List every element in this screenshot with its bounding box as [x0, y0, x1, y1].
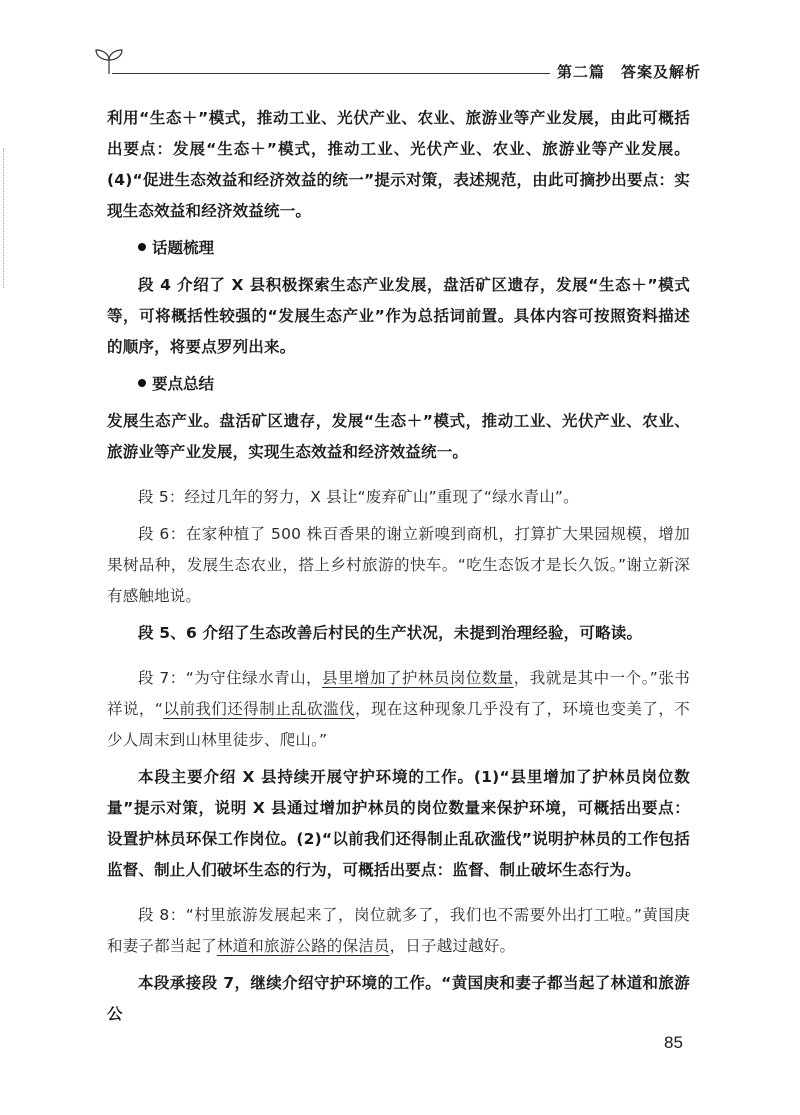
topic-heading: [107, 233, 690, 264]
summary-heading: [107, 369, 690, 400]
text-run: ，现在这种现象几乎没有了，环境也变美了，不少人周末到山林里徒步、爬山。”: [107, 700, 691, 749]
paragraph-topic-4: 段 4 介绍了 X 县积极探索生态产业发展，盘活矿区遗存，发展“生态＋”模式等，可将概括性较强的“发展生态产业”作为总括词前置。具体内容可按照资料描述的顺序，将要点罗列出来。: [107, 276, 690, 356]
bullet-icon: [138, 243, 146, 251]
page-body: [107, 103, 690, 1030]
binding-margin-dots: [3, 148, 8, 288]
underlined-text: 县里增加了护林员岗位数量: [322, 669, 514, 687]
section-title: 第二篇 答案及解析: [557, 63, 702, 81]
header-rule: [112, 73, 550, 74]
source-paragraph-8: [107, 900, 690, 962]
source-paragraph-5: 段 5：经过几年的努力，X 县让“废弃矿山”重现了“绿水青山”。: [138, 488, 579, 506]
summary-heading-label: 要点总结: [152, 375, 215, 393]
underlined-text: 以前我们还得制止乱砍滥伐: [163, 700, 355, 718]
text-run: ，我就是其中一个。”张书祥说，“: [107, 669, 690, 718]
paragraph-analysis-5-6: 段 5、6 介绍了生态改善后村民的生产状况，未提到治理经验，可略读。: [138, 624, 643, 642]
text-run: 段 8：“村里旅游发展起来了，岗位就多了，我们也不需要外出打工啦。”黄国庚和妻子都当起了: [107, 906, 690, 955]
source-paragraph-7: [107, 663, 690, 756]
text-run: ，日子越过越好。: [389, 937, 516, 955]
bullet-icon: [138, 379, 146, 387]
source-paragraph-6: 段 6：在家种植了 500 株百香果的谢立新嗅到商机，打算扩大果园规模，增加果树品种，发展生态农业，搭上乡村旅游的快车。“吃生态饭才是长久饭。”谢立新深有感触地说。: [107, 525, 690, 605]
page-number: 85: [664, 1033, 683, 1052]
underlined-text: 林道和旅游公路的保洁员: [216, 937, 390, 955]
paragraph-analysis-8: 本段承接段 7，继续介绍守护环境的工作。“黄国庚和妻子都当起了林道和旅游公: [107, 974, 690, 1023]
text-run: 段 7：“为守住绿水青山，: [138, 669, 323, 687]
paragraph-summary-4: 发展生态产业。盘活矿区遗存，发展“生态＋”模式，推动工业、光伏产业、农业、旅游业等产业发展，实现生态效益和经济效益统一。: [107, 412, 690, 461]
paragraph-analysis-4: 利用“生态＋”模式，推动工业、光伏产业、农业、旅游业等产业发展，由此可概括出要点：发展“生态＋”模式，推动工业、光伏产业、农业、旅游业等产业发展。(4)“促进生态效益和经济效益的统一”提示对策，表述规范，由此可摘抄出要点：实现生态效益和经济效益统一。: [107, 109, 690, 220]
sprout-icon: [92, 46, 126, 76]
paragraph-analysis-7: 本段主要介绍 X 县持续开展守护环境的工作。(1)“县里增加了护林员岗位数量”提示对策，说明 X 县通过增加护林员的岗位数量来保护环境，可概括出要点：设置护林员环保工作岗位。(2)“以前我们还得制止乱砍滥伐”说明护林员的工作包括监督、制止人们破坏生态的行为，可概括出要点：监督、制止破坏生态行为。: [107, 768, 690, 879]
page-header: [92, 44, 732, 84]
topic-heading-label: 话题梳理: [152, 239, 215, 257]
